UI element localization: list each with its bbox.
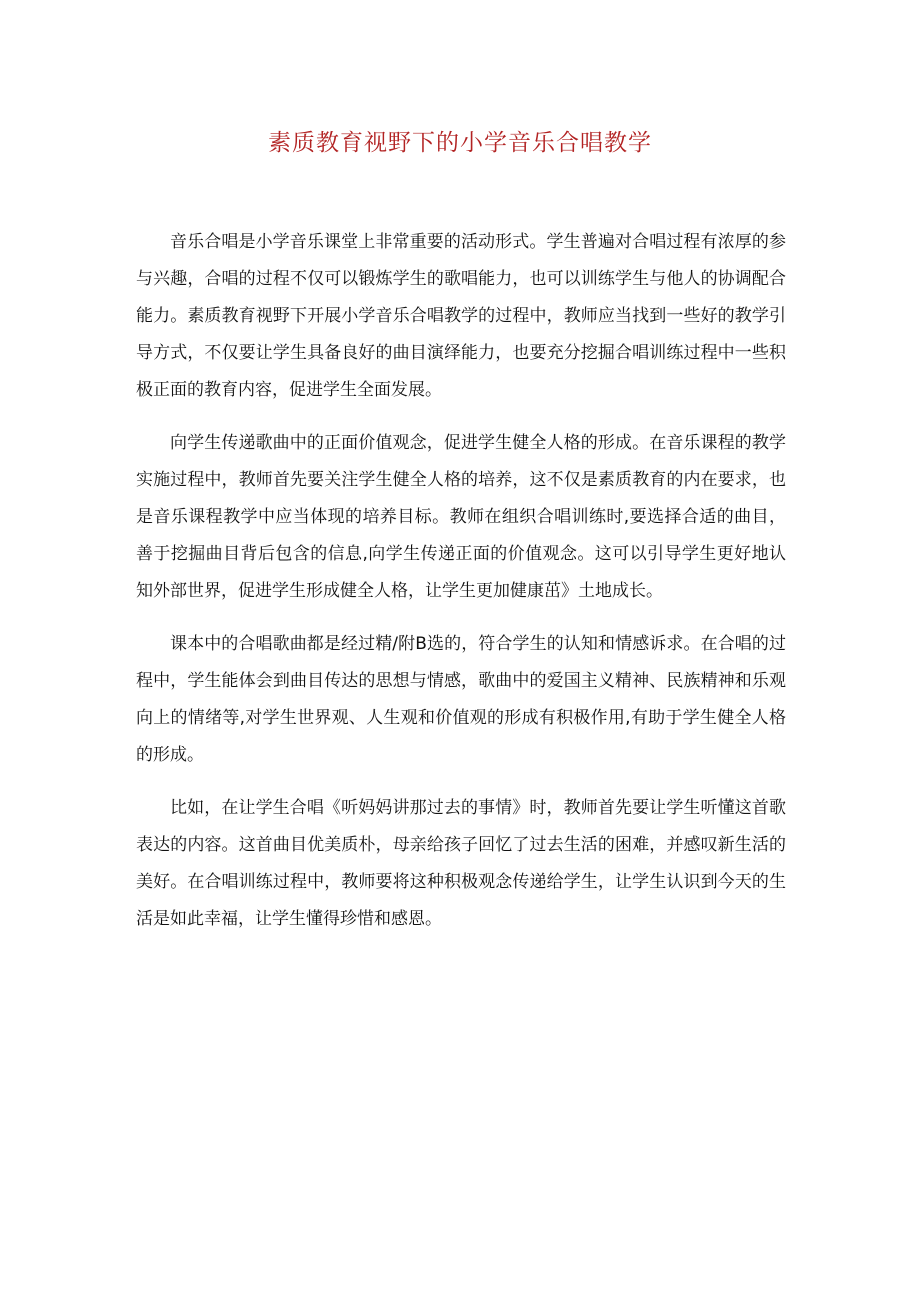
document-title: 素质教育视野下的小学音乐合唱教学 [268, 130, 652, 156]
paragraph-1: 音乐合唱是小学音乐课堂上非常重要的活动形式。学生普遍对合唱过程有浓厚的参与兴趣，合唱的过程不仅可以锻炼学生的歌唱能力，也可以训练学生与他人的协调配合能力。素质教育视野下开展小学音乐合唱教学的过程中，教师应当找到一些好的教学引导方式，不仅要让学生具备良好的曲目演绎能力，也要充分挖掘合唱训练过程中一些积极正面的教育内容，促进学生全面发展。 [136, 232, 786, 400]
paragraph-2: 向学生传递歌曲中的正面价值观念，促进学生健全人格的形成。在音乐课程的教学实施过程中，教师首先要关注学生健全人格的培养，这不仅是素质教育的内在要求，也是音乐课程教学中应当体现的培养目标。教师在组织合唱训练时,要选择合适的曲目，善于挖掘曲目背后包含的信息,向学生传递正面的价值观念。这可以引导学生更好地认知外部世界，促进学生形成健全人格，让学生更加健康茁》土地成长。 [136, 433, 786, 601]
document-body [136, 224, 786, 938]
paragraph-4: 比如，在让学生合唱《听妈妈讲那过去的事情》时，教师首先要让学生听懂这首歌表达的内容。这首曲目优美质朴，母亲给孩子回忆了过去生活的困难，并感叹新生活的美好。在合唱训练过程中，教师要将这种积极观念传递给学生，让学生认识到今天的生活是如此幸福，让学生懂得珍惜和感恩。 [136, 798, 786, 929]
paragraph-3: 课本中的合唱歌曲都是经过精/附B选的，符合学生的认知和情感诉求。在合唱的过程中，学生能体会到曲目传达的思想与情感，歌曲中的爱国主义精神、民族精神和乐观向上的情绪等,对学生世界观、人生观和价值观的形成有积极作用,有助于学生健全人格的形成。 [136, 634, 786, 765]
